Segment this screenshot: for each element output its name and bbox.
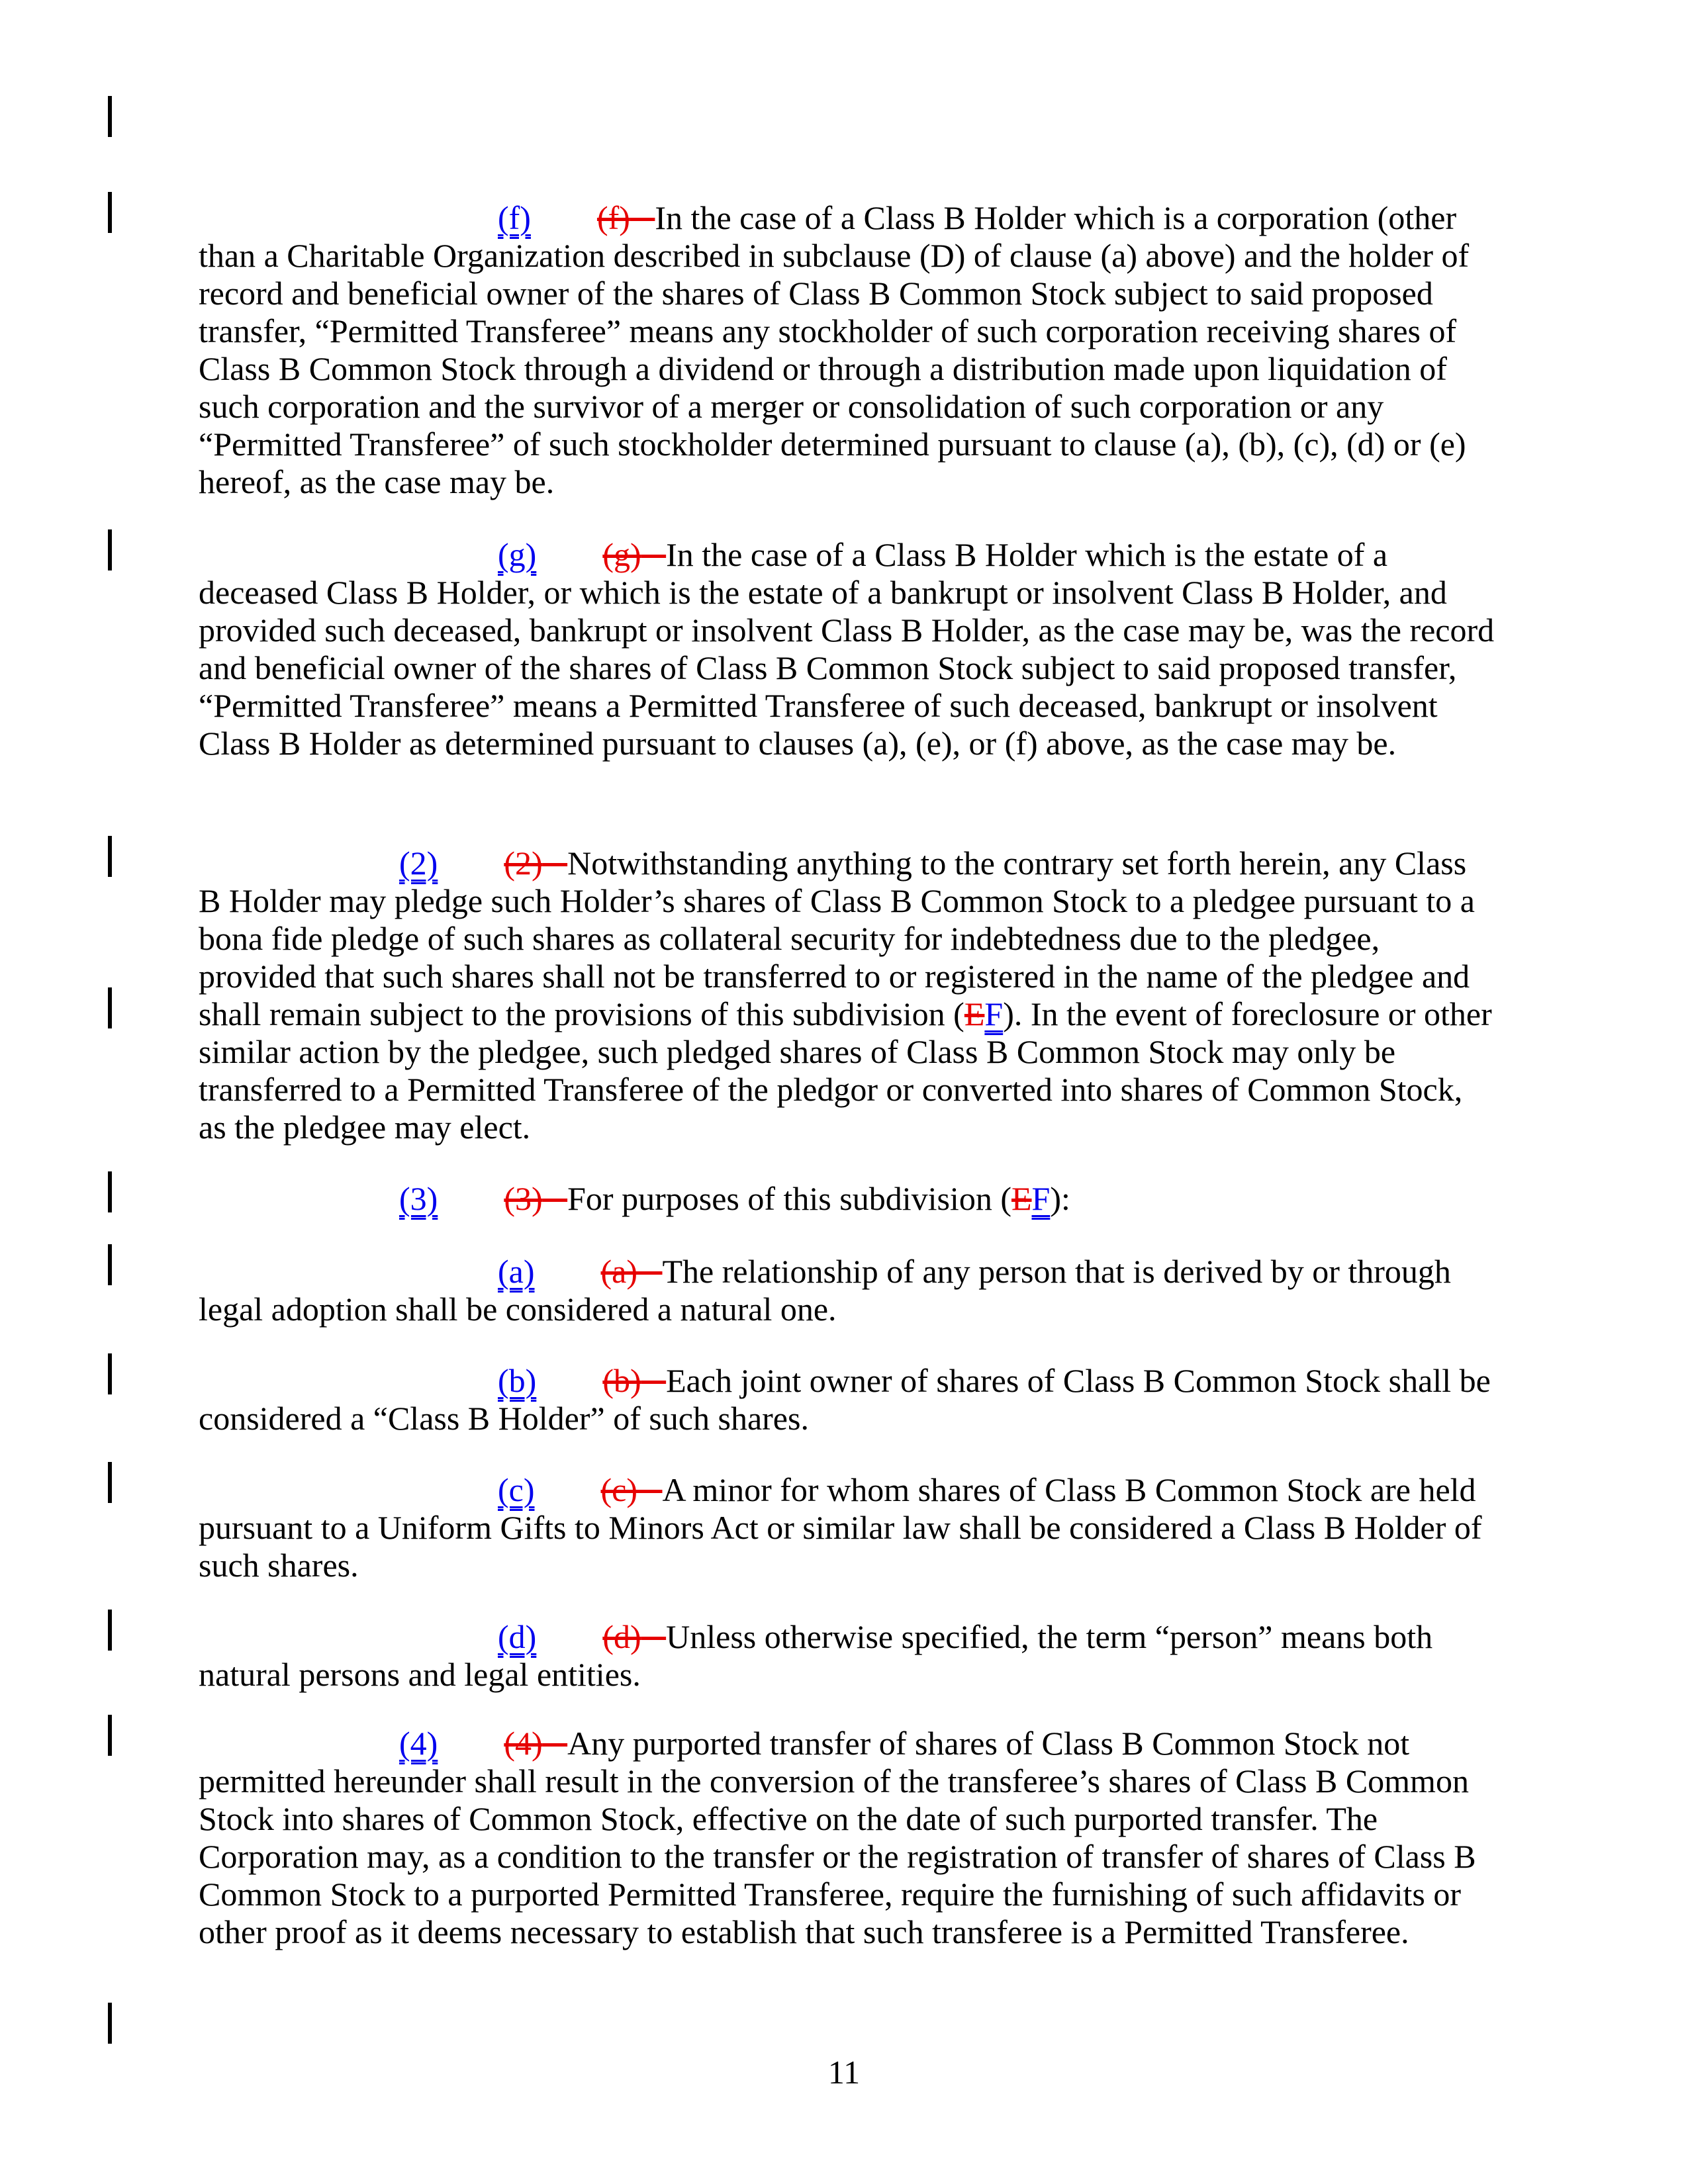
inserted-text: F: [1031, 1180, 1051, 1217]
paragraph-2: [199, 844, 1495, 1146]
change-bar: [108, 2003, 112, 2044]
inserted-text: (a): [498, 1253, 535, 1290]
inserted-text: (f): [498, 199, 531, 236]
deleted-label: (f): [596, 199, 630, 236]
paragraph-c: [199, 1471, 1495, 1584]
inserted-text: (g): [498, 536, 537, 573]
paragraph-3: [199, 1180, 1495, 1218]
inserted-text: F: [984, 995, 1004, 1032]
deleted-label: (3): [504, 1180, 543, 1217]
change-bar: [108, 836, 112, 877]
paragraph-g: [199, 536, 1495, 762]
paragraph-text: Each joint owner of shares of Class B Common Stock shall be considered a “Class B Holder” of such shares.: [199, 1362, 1491, 1437]
change-bar: [108, 1610, 112, 1651]
paragraph-a: [199, 1253, 1495, 1328]
paragraph-text: Notwithstanding anything to the contrary set forth herein, any Class B Holder may pledge such Holder’s shares of Class B Common Stock to a pledgee pursuant to a bona fide pledge of such shares as collateral security for indebtedness due to the pledgee, provided that such shares shall not be transferred to or registered in the name of the pledgee and shall remain subject to the provisions of this subdivision (: [199, 844, 1475, 1032]
paragraph-text: For purposes of this subdivision (: [567, 1180, 1011, 1217]
change-bar: [108, 1462, 112, 1503]
paragraph-4: [199, 1725, 1495, 1951]
paragraph-text: A minor for whom shares of Class B Common Stock are held pursuant to a Uniform Gifts to Minors Act or similar law shall be considered a Class B Holder of such shares.: [199, 1471, 1482, 1584]
deleted-label: (g): [602, 536, 641, 573]
deleted-text: E: [964, 995, 985, 1032]
paragraph-text: Unless otherwise specified, the term “person” means both natural persons and legal entities.: [199, 1618, 1433, 1693]
paragraph-text: ). In the event of foreclosure or other similar action by the pledgee, such pledged shares of Class B Common Stock may only be transferred to a Permitted Transferee of the pledgor or converted into shares of Common Stock, as the pledgee may elect.: [199, 995, 1492, 1146]
deleted-label: (4): [504, 1725, 543, 1762]
deleted-label: (2): [504, 844, 543, 882]
paragraph-text: In the case of a Class B Holder which is the estate of a deceased Class B Holder, or which is the estate of a bankrupt or insolvent Class B Holder, and provided such deceased, bankrupt or insolvent Class B Holder, as the case may be, was the record and beneficial owner of the shares of Class B Common Stock subject to said proposed transfer, “Permitted Transferee” means a Permitted Transferee of such deceased, bankrupt or insolvent Class B Holder as determined pursuant to clauses (a), (e), or (f) above, as the case may be.: [199, 536, 1495, 762]
change-bar: [108, 192, 112, 233]
paragraph-b: [199, 1362, 1495, 1437]
deleted-label: (c): [600, 1471, 637, 1508]
change-bar: [108, 1171, 112, 1212]
deleted-label: (a): [600, 1253, 637, 1290]
paragraph-text: The relationship of any person that is derived by or through legal adoption shall be considered a natural one.: [199, 1253, 1451, 1328]
change-bar: [108, 987, 112, 1028]
paragraph-text: ):: [1050, 1180, 1070, 1217]
paragraph-d: [199, 1618, 1495, 1694]
paragraph-f: [199, 199, 1495, 501]
deleted-label: (b): [602, 1362, 641, 1399]
inserted-text: (3): [399, 1180, 438, 1217]
change-bar: [108, 1715, 112, 1756]
inserted-text: (4): [399, 1725, 438, 1762]
inserted-text: (d): [498, 1618, 537, 1655]
change-bar: [108, 529, 112, 570]
change-bar: [108, 1244, 112, 1285]
change-bar: [108, 1353, 112, 1394]
change-bar: [108, 96, 112, 137]
paragraph-text: In the case of a Class B Holder which is a corporation (other than a Charitable Organization described in subclause (D) of clause (a) above) and the holder of record and beneficial owner of the shares of Class B Common Stock subject to said proposed transfer, “Permitted Transferee” means any stockholder of such corporation receiving shares of Class B Common Stock through a dividend or through a distribution made upon liquidation of such corporation and the survivor of a merger or consolidation of such corporation or any “Permitted Transferee” of such stockholder determined pursuant to clause (a), (b), (c), (d) or (e) hereof, as the case may be.: [199, 199, 1470, 500]
inserted-text: (b): [498, 1362, 537, 1399]
paragraph-text: Any purported transfer of shares of Class B Common Stock not permitted hereunder shall result in the conversion of the transferee’s shares of Class B Common Stock into shares of Common Stock, effective on the date of such purported transfer. The Corporation may, as a condition to the transfer or the registration of transfer of shares of Class B Common Stock to a purported Permitted Transferee, require the furnishing of such affidavits or other proof as it deems necessary to establish that such transferee is a Permitted Transferee.: [199, 1725, 1476, 1950]
deleted-text: E: [1011, 1180, 1032, 1217]
deleted-label: (d): [602, 1618, 641, 1655]
inserted-text: (c): [498, 1471, 535, 1508]
inserted-text: (2): [399, 844, 438, 882]
page-number: 11: [827, 2054, 861, 2091]
